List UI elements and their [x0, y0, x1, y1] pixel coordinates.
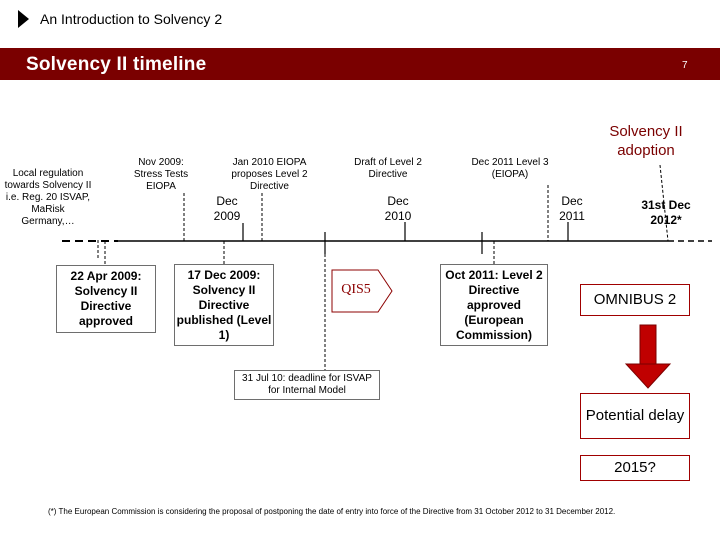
note-nov2009: Nov 2009: Stress Tests EIOPA [133, 157, 189, 192]
date-dec2010: Dec 2010 [384, 194, 412, 223]
box-dec2009-published: 17 Dec 2009: Solvency II Directive published (Level 1) [174, 264, 274, 346]
page-number: 7 [682, 60, 688, 71]
box-isvap-deadline: 31 Jul 10: deadline for ISVAP for Internal Model [234, 370, 380, 400]
note-jan2010: Jan 2010 EIOPA proposes Level 2 Directive [231, 157, 308, 192]
date-dec2009: Dec 2009 [213, 194, 241, 223]
date-dec2012: 31st Dec 2012* [641, 198, 691, 227]
adoption-label: Solvency II adoption [609, 123, 683, 159]
delay-arrow-shaft [640, 325, 656, 365]
date-dec2011: Dec 2011 [559, 194, 585, 223]
footnote: (*) The European Commission is considering the proposal of postponing the date of entry into force of the Directive from 31 October 2012 to 31 December 2012. [48, 507, 616, 516]
page-title: Solvency II timeline [26, 54, 207, 75]
box-2015: 2015? [580, 455, 690, 481]
section-title: An Introduction to Solvency 2 [40, 11, 223, 27]
box-oct2011: Oct 2011: Level 2 Directive approved (European Commission) [440, 264, 548, 346]
box-apr2009: 22 Apr 2009: Solvency II Directive approved [56, 265, 156, 333]
note-local-regulation: Local regulation towards Solvency II i.e. Reg. 20 ISVAP, MaRisk Germany,… [4, 168, 92, 227]
delay-arrow-head [626, 364, 670, 388]
box-potential-delay: Potential delay [580, 393, 690, 439]
note-dec2011-level3: Dec 2011 Level 3 (EIOPA) [471, 157, 549, 180]
note-draft-level2: Draft of Level 2 Directive [354, 157, 422, 180]
qis5-label: QIS5 [341, 282, 371, 297]
box-omnibus2: OMNIBUS 2 [580, 284, 690, 316]
